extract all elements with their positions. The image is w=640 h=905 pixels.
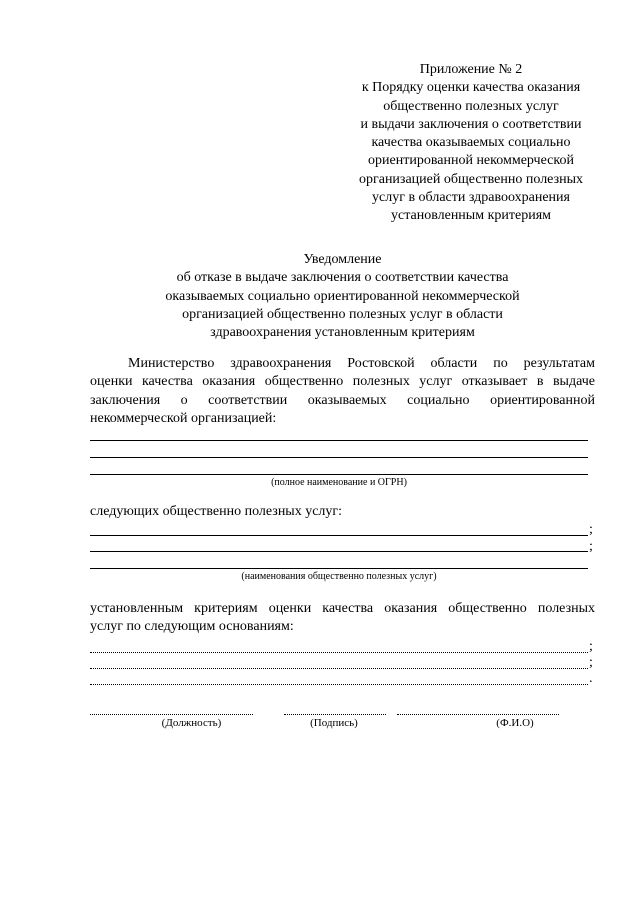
main-paragraph [90, 355, 595, 428]
notice-heading: Уведомление [303, 252, 382, 267]
grounds-blank-line[interactable] [90, 668, 588, 669]
line-period: . [589, 671, 593, 686]
line-semicolon: ; [589, 655, 593, 670]
appendix-line: организацией общественно полезных [358, 171, 583, 187]
organization-caption: (полное наименование и ОГРН) [271, 477, 407, 488]
appendix-line: качества оказываемых социально [371, 135, 571, 151]
appendix-line: ориентированной некоммерческой [368, 153, 574, 169]
line-semicolon: ; [589, 639, 593, 654]
notice-subtitle-line: оказываемых социально ориентированной некоммерческой [165, 288, 520, 304]
services-caption: (наименования общественно полезных услуг) [241, 571, 437, 582]
notice-subtitle-line: здравоохранения установленным критериям [210, 325, 475, 341]
paragraph-line: оценки качества оказания общественно полезных услуг отказывает в выдаче [90, 374, 595, 390]
appendix-line: Приложение № 2 [419, 62, 523, 77]
organization-blank-line[interactable] [90, 440, 588, 441]
grounds-paragraph [90, 600, 595, 637]
notice-subtitle-line: об отказе в выдаче заключения о соответствии качества [176, 270, 509, 286]
position-signature-line[interactable] [90, 714, 253, 715]
paragraph-line: некоммерческой организацией: [90, 410, 277, 426]
appendix-line: к Порядку оценки качества оказания [361, 80, 581, 96]
services-blank-line[interactable] [90, 535, 588, 536]
appendix-line: и выдачи заключения о соответствии [360, 116, 582, 132]
line-semicolon: ; [589, 522, 593, 537]
services-blank-line[interactable] [90, 551, 588, 552]
name-signature-line[interactable] [397, 714, 559, 715]
appendix-header [340, 61, 602, 226]
services-intro: следующих общественно полезных услуг: [90, 504, 343, 519]
signature-caption: (Подпись) [310, 717, 358, 729]
organization-blank-line[interactable] [90, 474, 588, 475]
paragraph-line: Министерство здравоохранения Ростовской области по результатам [128, 356, 595, 371]
paragraph-line: установленным критериям оценки качества оказания общественно полезных [90, 601, 595, 616]
position-caption: (Должность) [161, 717, 222, 729]
signature-line[interactable] [284, 714, 386, 715]
appendix-line: общественно полезных услуг [383, 98, 559, 114]
services-blank-line[interactable] [90, 568, 588, 569]
paragraph-line: услуг по следующим основаниям: [90, 619, 294, 635]
organization-blank-line[interactable] [90, 457, 588, 458]
appendix-line: установленным критериям [390, 208, 551, 224]
appendix-line: услуг в области здравоохранения [372, 190, 570, 206]
notice-title [90, 251, 595, 342]
name-caption: (Ф.И.О) [496, 717, 534, 729]
grounds-blank-line[interactable] [90, 652, 588, 653]
paragraph-line: заключения о соответствии оказываемых социально ориентированной [90, 392, 595, 408]
grounds-blank-line[interactable] [90, 684, 588, 685]
notice-subtitle-line: организацией общественно полезных услуг в области [182, 306, 503, 322]
line-semicolon: ; [589, 539, 593, 554]
